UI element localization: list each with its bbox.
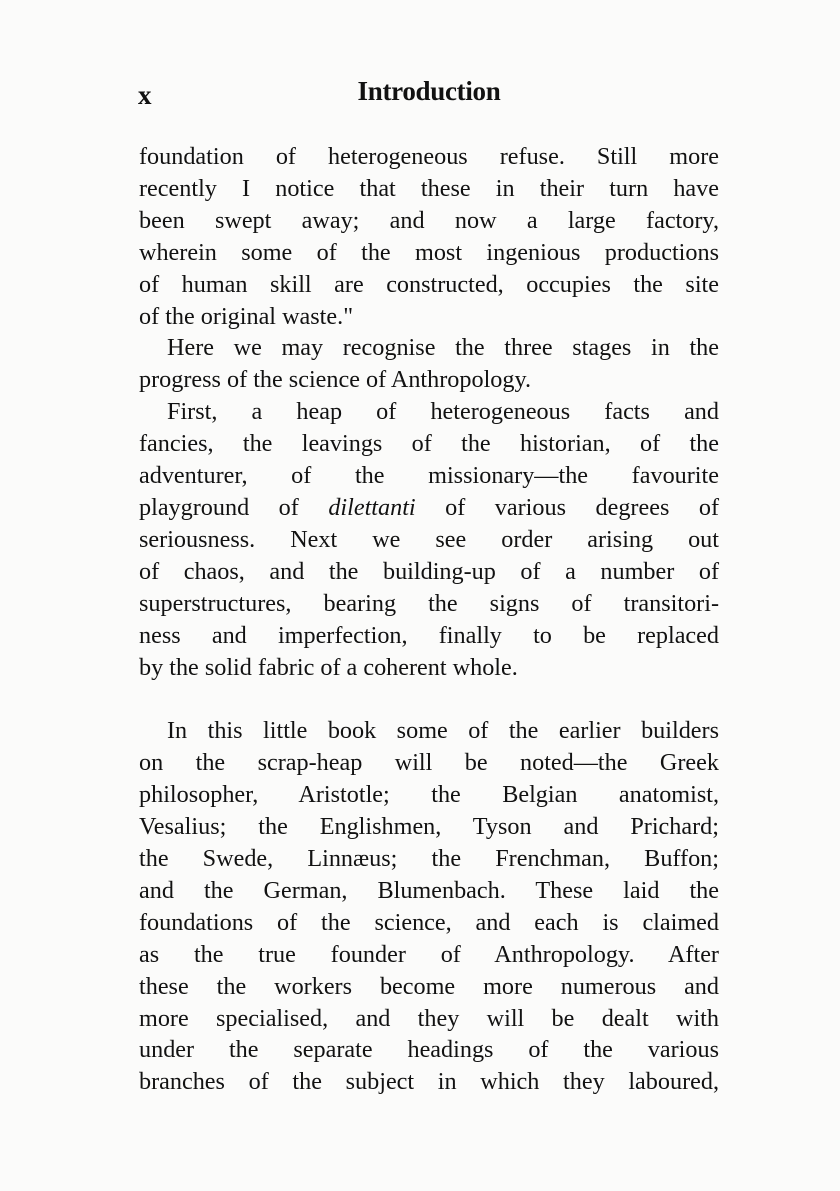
body-text bbox=[139, 141, 719, 1098]
text-line: recently I notice that these in their turn have bbox=[139, 174, 719, 202]
text-line: philosopher, Aristotle; the Belgian anatomist, bbox=[139, 781, 719, 809]
text-line: more specialised, and they will be dealt with bbox=[139, 1004, 719, 1032]
text-line: fancies, the leavings of the historian, of the bbox=[139, 430, 719, 458]
text-line: of chaos, and the building-up of a number of bbox=[139, 557, 719, 585]
text-line: Here we may recognise the three stages in the bbox=[167, 334, 719, 362]
text-line: wherein some of the most ingenious productions bbox=[139, 238, 719, 266]
text-line: of the original waste." bbox=[139, 302, 354, 330]
page-title: Introduction bbox=[357, 76, 501, 106]
running-head bbox=[138, 76, 720, 116]
page-number: x bbox=[138, 80, 152, 110]
text-line: been swept away; and now a large factory, bbox=[139, 206, 719, 234]
text-line: adventurer, of the missionary—the favourite bbox=[139, 462, 719, 490]
text-span: playground of bbox=[139, 493, 299, 521]
italic-term: dilettanti bbox=[328, 493, 416, 521]
text-line bbox=[139, 492, 719, 524]
section-gap bbox=[139, 683, 719, 715]
text-line: First, a heap of heterogeneous facts and bbox=[167, 398, 719, 426]
text-line: as the true founder of Anthropology. After bbox=[139, 940, 719, 968]
text-line: by the solid fabric of a coherent whole. bbox=[139, 653, 518, 681]
text-line: ness and imperfection, finally to be replaced bbox=[139, 621, 719, 649]
text-line: of human skill are constructed, occupies the site bbox=[139, 270, 719, 298]
text-line: Vesalius; the Englishmen, Tyson and Prichard; bbox=[139, 813, 719, 841]
text-line: branches of the subject in which they laboured, bbox=[139, 1068, 719, 1096]
text-line: superstructures, bearing the signs of transitori- bbox=[139, 589, 719, 617]
text-line: progress of the science of Anthropology. bbox=[139, 366, 532, 394]
text-line: seriousness. Next we see order arising out bbox=[139, 525, 719, 553]
text-line: under the separate headings of the various bbox=[139, 1036, 719, 1064]
text-line: foundation of heterogeneous refuse. Still more bbox=[139, 143, 719, 170]
text-line: and the German, Blumenbach. These laid the bbox=[139, 876, 719, 904]
text-line: the Swede, Linnæus; the Frenchman, Buffon; bbox=[139, 845, 719, 873]
text-line: foundations of the science, and each is claimed bbox=[139, 908, 719, 936]
text-span: of various degrees of bbox=[445, 493, 719, 521]
text-line: In this little book some of the earlier builders bbox=[167, 717, 719, 745]
text-line: on the scrap-heap will be noted—the Greek bbox=[139, 749, 719, 777]
text-line: these the workers become more numerous and bbox=[139, 972, 719, 1000]
